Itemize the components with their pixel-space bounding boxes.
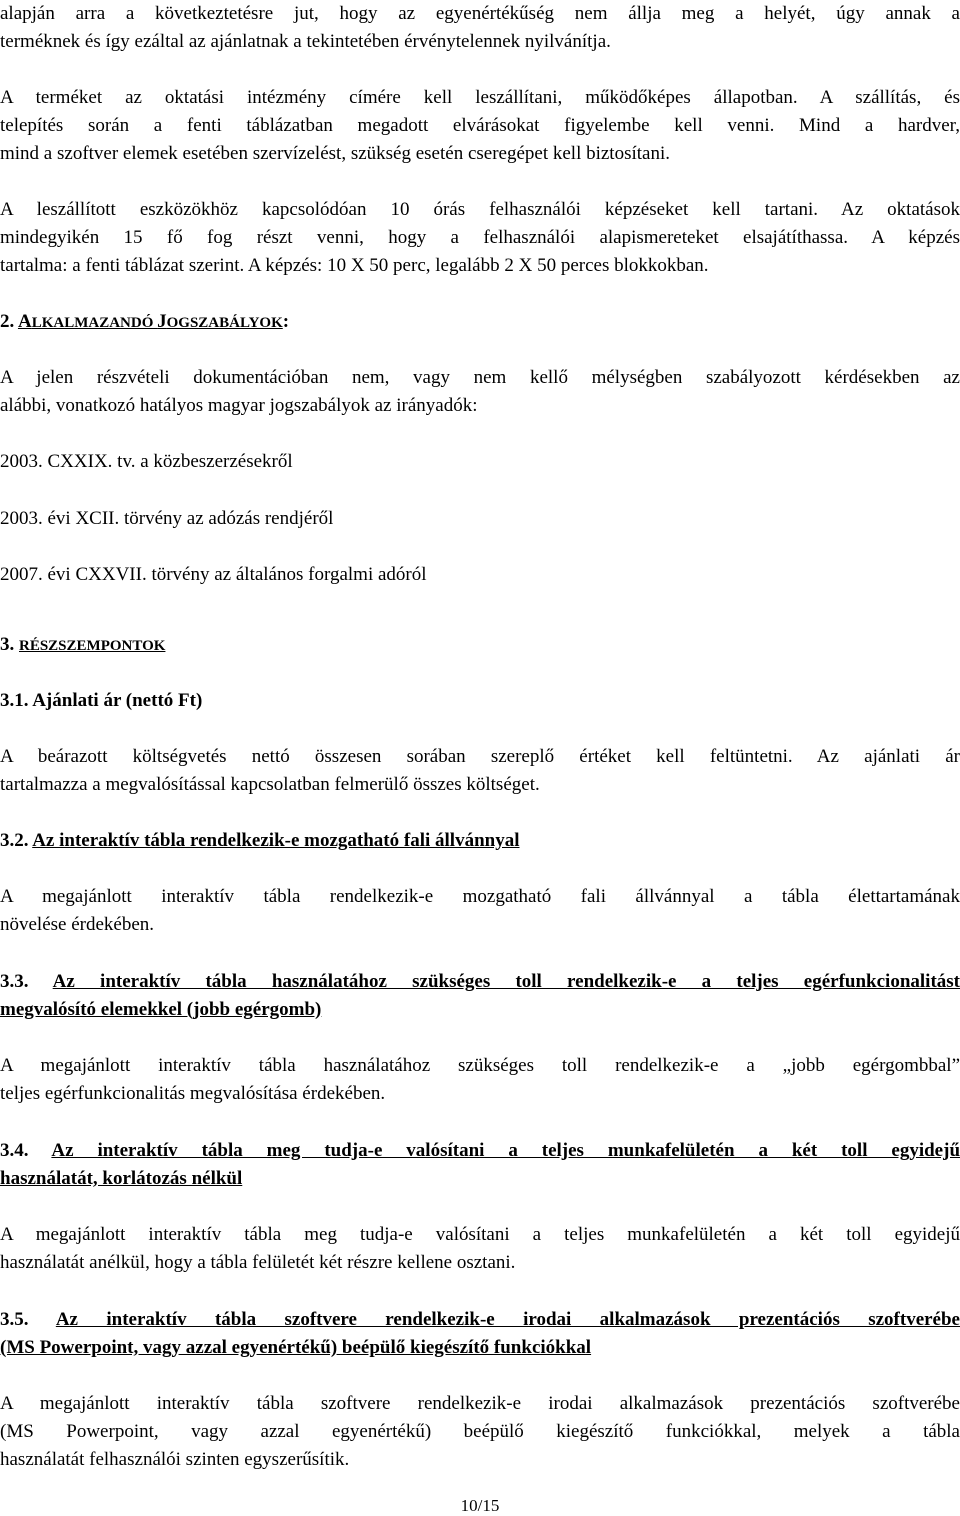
section-heading-reszszempontok [0,631,960,660]
text-line: A leszállított eszközökhöz kapcsolódóan 10 órás felhasználói képzéseket kell tartani. Az oktatások [0,199,960,220]
text-line: tartalma: a fenti táblázat szerint. A képzés: 10 X 50 perc, legalább 2 X 50 perces blokkokban. [0,255,709,276]
subsection-title: Az interaktív tábla meg tudja-e valósítani a teljes munkafelületén a két toll egyidejű [51,1140,960,1161]
subsection-title: Az interaktív tábla rendelkezik-e mozgatható fali állvánnyal [32,830,520,851]
section-number: 3. [0,634,19,655]
law-item [0,561,960,589]
text-line: mind a szoftver elemek esetében szervízelést, szükség esetén cseregépet kell biztosítani. [0,143,671,164]
law-text: 2003. CXXIX. tv. a közbeszerzésekről [0,451,293,472]
text-line: tartalmazza a megvalósítással kapcsolatban felmerülő összes költséget. [0,774,540,795]
text-line: telepítés során a fenti táblázatban megadott elvárásokat figyelembe kell venni. Mind a hardver, [0,115,960,136]
law-item [0,448,960,476]
subsection-number: 3.2. [0,830,33,851]
text-line: használatát felhasználói szinten egyszerűsítik. [0,1449,350,1470]
section-heading-jogszabalyok [0,308,960,337]
page-number: 10/15 [460,1496,500,1515]
text-line: terméknek és így ezáltal az ajánlatnak a tekintetében érvénytelennek nyilvánítja. [0,31,611,52]
text-line: A megajánlott interaktív tábla meg tudja-e valósítani a teljes munkafelületén a két toll egyidejű [0,1224,960,1245]
law-item [0,505,960,533]
title-part: A [17,311,32,332]
heading-line [0,1306,960,1334]
section-number: 2. [0,311,18,332]
subsection-number: 3.5. [0,1309,56,1330]
subsection-title: Az interaktív tábla használatához szükséges toll rendelkezik-e a teljes egérfunkcionalitást [52,971,960,992]
subsection-number: 3.3. [0,971,53,992]
text-line: A jelen részvételi dokumentációban nem, vagy nem kellő mélységben szabályozott kérdésekben az [0,367,960,388]
text-line: használatát anélkül, hogy a tábla felületét két részre kellene osztani. [0,1252,516,1273]
paragraph-egyenertekuseg [0,0,960,56]
subsection-number: 3.4. [0,1140,52,1161]
text-line: A megajánlott interaktív tábla szoftvere rendelkezik-e irodai alkalmazások prezentációs szoftverébe [0,1393,960,1414]
section-title: RÉSZSZEMPONTOK [19,638,166,654]
text-line: A megajánlott interaktív tábla rendelkezik-e mozgatható fali állvánnyal a tábla élettartamának [0,886,960,907]
paragraph-3-4 [0,1221,960,1277]
heading-line: (MS Powerpoint, vagy azzal egyenértékű) beépülő kiegészítő funkciókkal [0,1337,592,1358]
paragraph-szallitas [0,84,960,168]
text-line: teljes egérfunkcionalitás megvalósítása érdekében. [0,1083,386,1104]
subsection-title: Az interaktív tábla szoftvere rendelkezik-e irodai alkalmazások prezentációs szoftverébe [55,1309,960,1330]
section-title [18,311,283,332]
law-text: 2003. évi XCII. törvény az adózás rendjéről [0,508,334,529]
paragraph-3-2 [0,883,960,939]
text-line: A megajánlott interaktív tábla használatához szükséges toll rendelkezik-e a „jobb egérgombbal” [0,1055,960,1076]
text-line: alábbi, vonatkozó hatályos magyar jogszabályok az irányadók: [0,395,478,416]
subsection-heading-3-4 [0,1137,960,1193]
text-line: mindegyikén 15 fő fog részt venni, hogy a felhasználói alapismereteket elsajátíthassa. A képzés [0,227,960,248]
paragraph-3-3 [0,1052,960,1108]
subsection-heading-3-1 [0,687,960,715]
subsection-heading-3-2 [0,827,960,855]
heading-line [0,968,960,996]
title-part: J [157,311,167,332]
subsection-heading-3-3 [0,968,960,1024]
paragraph-kepzes [0,196,960,280]
text-line: (MS Powerpoint, vagy azzal egyenértékű) beépülő kiegészítő funkciókkal, melyek a tábla [0,1421,960,1442]
text-line: A beárazott költségvetés nettó összesen sorában szereplő értéket kell feltüntetni. Az ajánlati ár [0,746,960,767]
paragraph-3-1 [0,743,960,799]
title-part: LKALMAZANDÓ [31,315,158,331]
law-text: 2007. évi CXXVII. törvény az általános forgalmi adóról [0,564,427,585]
text-line: alapján arra a következtetésre jut, hogy az egyenértékűség nem állja meg a helyét, úgy annak a [0,3,960,24]
text-line: A terméket az oktatási intézmény címére kell leszállítani, működőképes állapotban. A szállítás, és [0,87,960,108]
title-part: OGSZABÁLYOK [166,315,283,331]
heading-line: megvalósító elemekkel (jobb egérgomb) [0,999,322,1020]
title-colon: : [282,311,290,332]
text-line: növelése érdekében. [0,914,155,935]
paragraph-jogszabalyok [0,364,960,420]
subsection-heading-3-5 [0,1306,960,1362]
subsection-title: 3.1. Ajánlati ár (nettó Ft) [0,690,203,711]
paragraph-3-5 [0,1390,960,1474]
heading-line: használatát, korlátozás nélkül [0,1168,243,1189]
heading-line [0,1137,960,1165]
